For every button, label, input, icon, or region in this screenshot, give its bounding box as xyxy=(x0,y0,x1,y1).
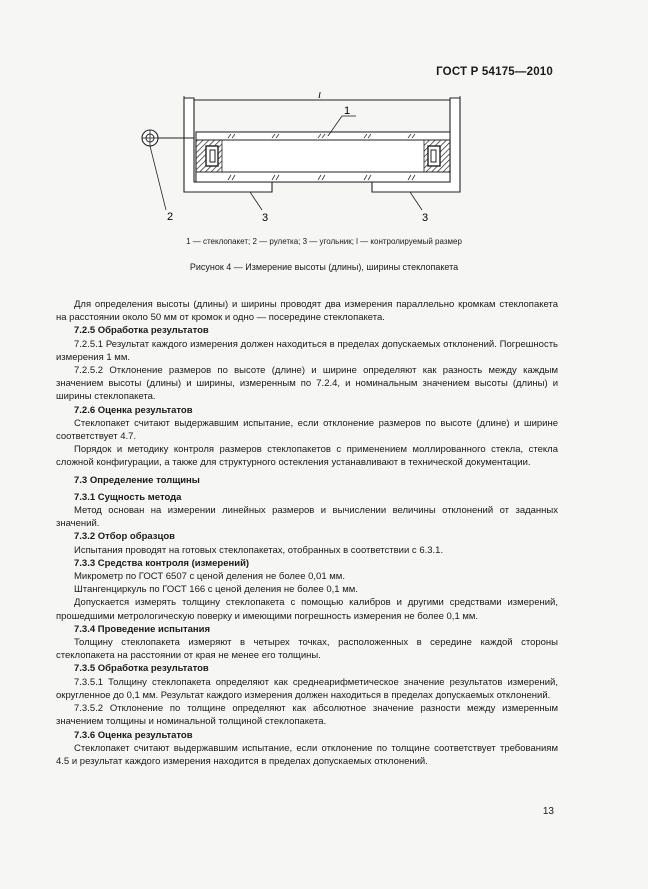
section-heading: 7.3.1 Сущность метода xyxy=(74,491,182,503)
label-3-left: 3 xyxy=(262,212,269,224)
paragraph: Микрометр по ГОСТ 6507 с ценой деления не более 0,01 мм. xyxy=(74,571,345,583)
paragraph: Допускается измерять толщину стеклопакета с помощью калибров и другими средствами измерений, прошедшими метрологическую поверку и имеющими погрешность измерения не более 0,1 мм. xyxy=(56,597,558,622)
paragraph: 7.2.5.1 Результат каждого измерения должен находиться в пределах допускаемых отклонений. Погрешность измерения 1 мм. xyxy=(56,338,558,363)
paragraph: 7.3.5.1 Толщину стеклопакета определяют как среднеарифметическое значение результатов измерений, округленное до 0,1 мм. Результат каждого измерения должен находиться в пределах допускаемых отклонений. xyxy=(56,676,558,701)
paragraph: Стеклопакет считают выдержавшим испытание, если отклонение по толщине соответствует требованиям 4.5 и результат каждого измерения находится в пределах допускаемых отклонений. xyxy=(56,742,558,767)
label-2: 2 xyxy=(167,211,174,223)
paragraph: Толщину стеклопакета измеряют в четырех точках, расположенных в середине каждой стороны стеклопакета на расстоянии от края не менее его толщины. xyxy=(56,637,558,662)
paragraph: 7.2.5.2 Отклонение размеров по высоте (длине) и ширине определяют как разность между каждым значением высоты (длины) и ширины, измеренным по 7.2.4, и номинальным значением высоты (длины) и ширины стеклопакета. xyxy=(56,365,558,403)
dimension-label: l xyxy=(318,92,322,101)
section-heading: 7.3.6 Оценка результатов xyxy=(74,729,193,741)
measurement-diagram xyxy=(132,92,472,232)
body-text xyxy=(56,298,558,768)
section-heading: 7.3.5 Обработка результатов xyxy=(74,663,209,675)
paragraph: Порядок и методику контроля размеров стеклопакетов с применением моллированного стекла, стекла сложной конфигурации, а также для структурного остекления устанавливают в технической документации. xyxy=(56,444,558,469)
paragraph: Штангенциркуль по ГОСТ 166 с ценой деления не более 0,1 мм. xyxy=(74,584,358,596)
label-1: 1 xyxy=(344,105,351,117)
figure-caption: Рисунок 4 — Измерение высоты (длины), ширины стеклопакета xyxy=(189,262,459,272)
section-heading: 7.3 Определение толщины xyxy=(74,474,200,486)
figure-legend: 1 — стеклопакет; 2 — рулетка; 3 — угольник; l — контролируемый размер xyxy=(186,237,462,246)
paragraph: 7.3.5.2 Отклонение по толщине определяют как абсолютное значение разности между измеренным значением толщины и номинальной толщиной стеклопакета. xyxy=(56,703,558,728)
section-heading: 7.2.6 Оценка результатов xyxy=(74,404,193,416)
paragraph: Испытания проводят на готовых стеклопакетах, отобранных в соответствии с 6.3.1. xyxy=(74,544,444,556)
paragraph: Стеклопакет считают выдержавшим испытание, если отклонение размеров по высоте (длине) и ширине соответствует 4.7. xyxy=(56,417,558,443)
paragraph: Метод основан на измерении линейных размеров и вычислении величины отклонений от заданных значений. xyxy=(56,505,558,530)
section-heading: 7.3.3 Средства контроля (измерений) xyxy=(74,557,250,569)
page-number: 13 xyxy=(542,806,554,817)
label-3-right: 3 xyxy=(422,212,429,224)
document-number: ГОСТ Р 54175—2010 xyxy=(436,66,553,78)
section-heading: 7.3.2 Отбор образцов xyxy=(74,531,176,543)
section-heading: 7.3.4 Проведение испытания xyxy=(74,623,211,635)
section-heading: 7.2.5 Обработка результатов xyxy=(74,325,209,337)
paragraph: Для определения высоты (длины) и ширины проводят два измерения параллельно кромкам стеклопакета на расстоянии около 50 мм от кромок и одно — посередине стеклопакета. xyxy=(56,299,558,324)
